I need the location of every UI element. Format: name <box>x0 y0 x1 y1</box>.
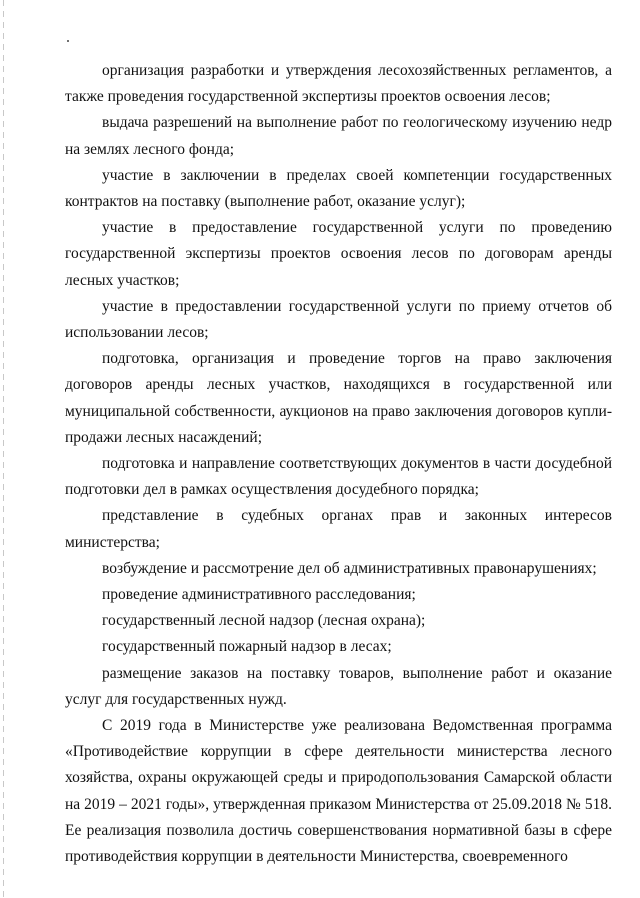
paragraph-auctions: подготовка, организация и проведение торгов на право заключения договоров аренды лесных участков, находящихся в государственной или муниципальной собственности, аукционов на право заключения договоров купли-продажи лесных насаждений; <box>65 350 612 446</box>
paragraph-geological-permits: выдача разрешений на выполнение работ по геологическому изучению недр на землях лесного фонда; <box>65 114 612 158</box>
paragraph-administrative-investigation: проведение административного расследования; <box>102 586 416 604</box>
document-body <box>65 58 612 870</box>
paragraph-expertise-service: участие в предоставление государственной услуги по проведению государственной экспертизы проектов освоения лесов по договорам аренды лесных участков; <box>65 219 612 289</box>
paragraph-procurement: размещение заказов на поставку товаров, выполнение работ и оказание услуг для государственных нужд. <box>65 664 612 708</box>
paragraph-forest-regulations: организация разработки и утверждения лесохозяйственных регламентов, а также проведения государственной экспертизы проектов освоения лесов; <box>65 62 612 106</box>
paragraph-forest-supervision: государственный лесной надзор (лесная охрана); <box>102 612 426 630</box>
paragraph-reports-service: участие в предоставлении государственной услуги по приему отчетов об использовании лесов; <box>65 297 612 342</box>
paragraph-pretrial: подготовка и направление соответствующих документов в части досудебной подготовки дел в рамках осуществления досудебного порядка; <box>65 455 612 499</box>
paragraph-fire-supervision: государственный пожарный надзор в лесах; <box>102 638 392 656</box>
paragraph-court-representation: представление в судебных органах прав и законных интересов министерства; <box>65 507 612 551</box>
paragraph-administrative-cases: возбуждение и рассмотрение дел об административных правонарушениях; <box>102 559 597 577</box>
scan-dot <box>67 40 69 42</box>
paragraph-state-contracts: участие в заключении в пределах своей компетенции государственных контрактов на поставку (выполнение работ, оказание услуг); <box>65 166 612 211</box>
paragraph-anticorruption-program: С 2019 года в Министерстве уже реализована Ведомственная программа «Противодействие коррупции в сфере деятельности министерства лесного хозяйства, охраны окружающей среды и природопользования Самарской области на 2019 – 2021 годы», утвержденная приказом Министерства от 25.09.2018 № 518. Ее реализация позволила достичь совершенствования нормативной базы в сфере противодействия коррупции в деятельности Министерства, своевременного <box>65 717 612 866</box>
scan-edge-marks <box>3 0 4 898</box>
